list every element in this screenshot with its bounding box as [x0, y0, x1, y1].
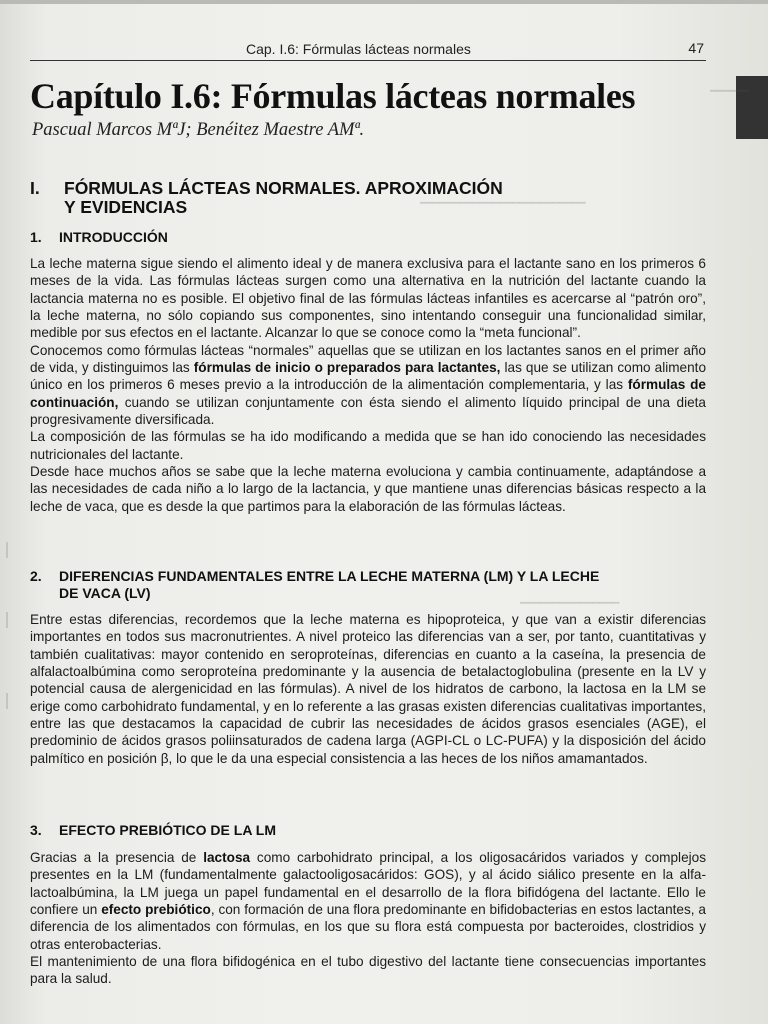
bold-term: efecto prebiótico — [101, 902, 211, 918]
show-through-texture: ━━━━━━━━━━━━━━━━━━━━━━━━━ — [420, 196, 586, 208]
subsection-number: 1. — [30, 229, 42, 245]
show-through-texture: ━━━━━━━━━━━━━━━ — [520, 596, 620, 608]
running-header-title: Cap. I.6: Fórmulas lácteas normales — [246, 41, 471, 57]
subsection-title-line-2: DE VACA (LV) — [59, 585, 151, 601]
subsection-title: INTRODUCCIÓN — [59, 229, 168, 245]
subsection-heading-introduccion — [30, 229, 720, 246]
section-heading — [30, 179, 670, 217]
diferencias-body — [30, 611, 706, 767]
paragraph: Entre estas diferencias, recordemos que la leche materna es hipoproteica, y que van a existir diferencias importantes en todos sus macronutrientes. A nivel proteico las diferencias van a ser, por tanto, cuantitativas y también cualitativas: mayor contenido en seroproteínas, diferencias en cuanto a la caseína, la presencia de alfalactoalbúmina como seroproteína predominante y la ausencia de betalactoglobulina (presente en la LV y potencial causa de alergenicidad en las fórmulas). A nivel de los hidratos de carbono, la lactosa en la LM se erige como carbohidrato fundamental, y en lo referente a las grasas existen diferencias cualitativas importantes, entre las que destacamos la capacidad de cubrir las necesidades de ácidos grasos esenciales (AGE), el predominio de ácidos grasos poliinsaturados de cadena larga (AGPI-CL o LC-PUFA) y la disposición del ácido palmítico en posición β, lo que le da una especial consistencia a las heces de los niños amamantados. — [30, 612, 706, 766]
bold-term: lactosa — [203, 850, 251, 865]
paragraph: Gracias a la presencia de lactosa como carbohidrato principal, a los oligosacáridos variados y complejos presentes en la LM (fundamentalmente galactooligosacáridos: GOS), y al ácido siálico presente en la alfa-lactoalbúmina, la LM juega un papel fundamental en el desarrollo de la flora bifidógena del lactante. Ello le confiere un efecto prebiótico, con formación de una flora predominante en bifidobacterias en estos lactantes, a diferencia de los alimentados con fórmulas, en los que su flora está compuesta por bacteroides, clostridios y otras enterobacterias. — [30, 850, 707, 952]
margin-mark — [6, 612, 8, 628]
bold-term: fórmulas de inicio o preparados para lactantes, — [193, 360, 501, 376]
subsection-number: 2. — [30, 568, 42, 584]
paragraph: El mantenimiento de una flora bifidogénica en el tubo digestivo del lactante tiene consecuencias importantes para la salud. — [30, 954, 706, 987]
subsection-title: EFECTO PREBIÓTICO DE LA LM — [59, 822, 277, 838]
paragraph: La leche materna sigue siendo el alimento ideal y de manera exclusiva para el lactante sano en los primeros 6 meses de la vida. Las fórmulas lácteas surgen como una alternativa en la nutrición del lactante cuando la lactancia materna no es posible. El objetivo final de las fórmulas lácteas infantiles es acercarse al “patrón oro”, la leche materna, no sólo copiando sus componentes, sino intentando conseguir una funcionalidad similar, medible por sus efectos en el lactante. Alcanzar lo que se conoce como la “meta funcional”. — [30, 256, 706, 341]
introduccion-body — [30, 255, 706, 515]
section-title-line-2: Y EVIDENCIAS — [64, 197, 188, 217]
section-title-line-1: FÓRMULAS LÁCTEAS NORMALES. APROXIMACIÓN — [64, 178, 503, 198]
margin-mark — [6, 693, 8, 709]
paragraph: Desde hace muchos años se sabe que la leche materna evoluciona y cambia continuamente, adaptándose a las necesidades de cada niño a lo largo de la lactancia, y que mantiene unas diferencias básicas respecto a la leche de vaca, que es desde la que partimos para la elaboración de las fórmulas lácteas. — [30, 464, 706, 514]
subsection-number: 3. — [30, 822, 42, 838]
section-number: I. — [30, 178, 40, 198]
margin-mark — [6, 542, 8, 558]
subsection-title-line-1: DIFERENCIAS FUNDAMENTALES ENTRE LA LECHE MATERNA (LM) Y LA LECHE — [59, 568, 600, 584]
page-top-edge — [0, 0, 768, 4]
show-through-texture: ━━━━━━ — [710, 84, 750, 96]
running-header — [30, 38, 706, 61]
subsection-heading-diferencias — [30, 568, 720, 602]
paragraph: La composición de las fórmulas se ha ido modificando a medida que se han ido conociendo las necesidades nutricionales del lactante. — [30, 429, 706, 462]
bold-term: fórmulas de continuación, — [30, 377, 706, 410]
subsection-heading-efecto-prebiotico — [30, 822, 720, 839]
page-number: 47 — [688, 40, 704, 56]
paragraph: Conocemos como fórmulas lácteas “normales” aquellas que se utilizan en los lactantes sanos en el primer año de vida, y distinguimos las fórmulas de inicio o preparados para lactantes, las que se utilizan como alimento único en los primeros 6 meses previo a la introducción de la alimentación complementaria, y las fórmulas de continuación, cuando se utilizan conjuntamente con ésta siendo el alimento líquido principal de una dieta progresivamente diversificada. — [30, 342, 707, 428]
chapter-authors: Pascual Marcos MªJ; Benéitez Maestre AMª. — [32, 120, 365, 140]
efecto-prebiotico-body — [30, 849, 706, 988]
chapter-title: Capítulo I.6: Fórmulas lácteas normales — [30, 76, 636, 116]
